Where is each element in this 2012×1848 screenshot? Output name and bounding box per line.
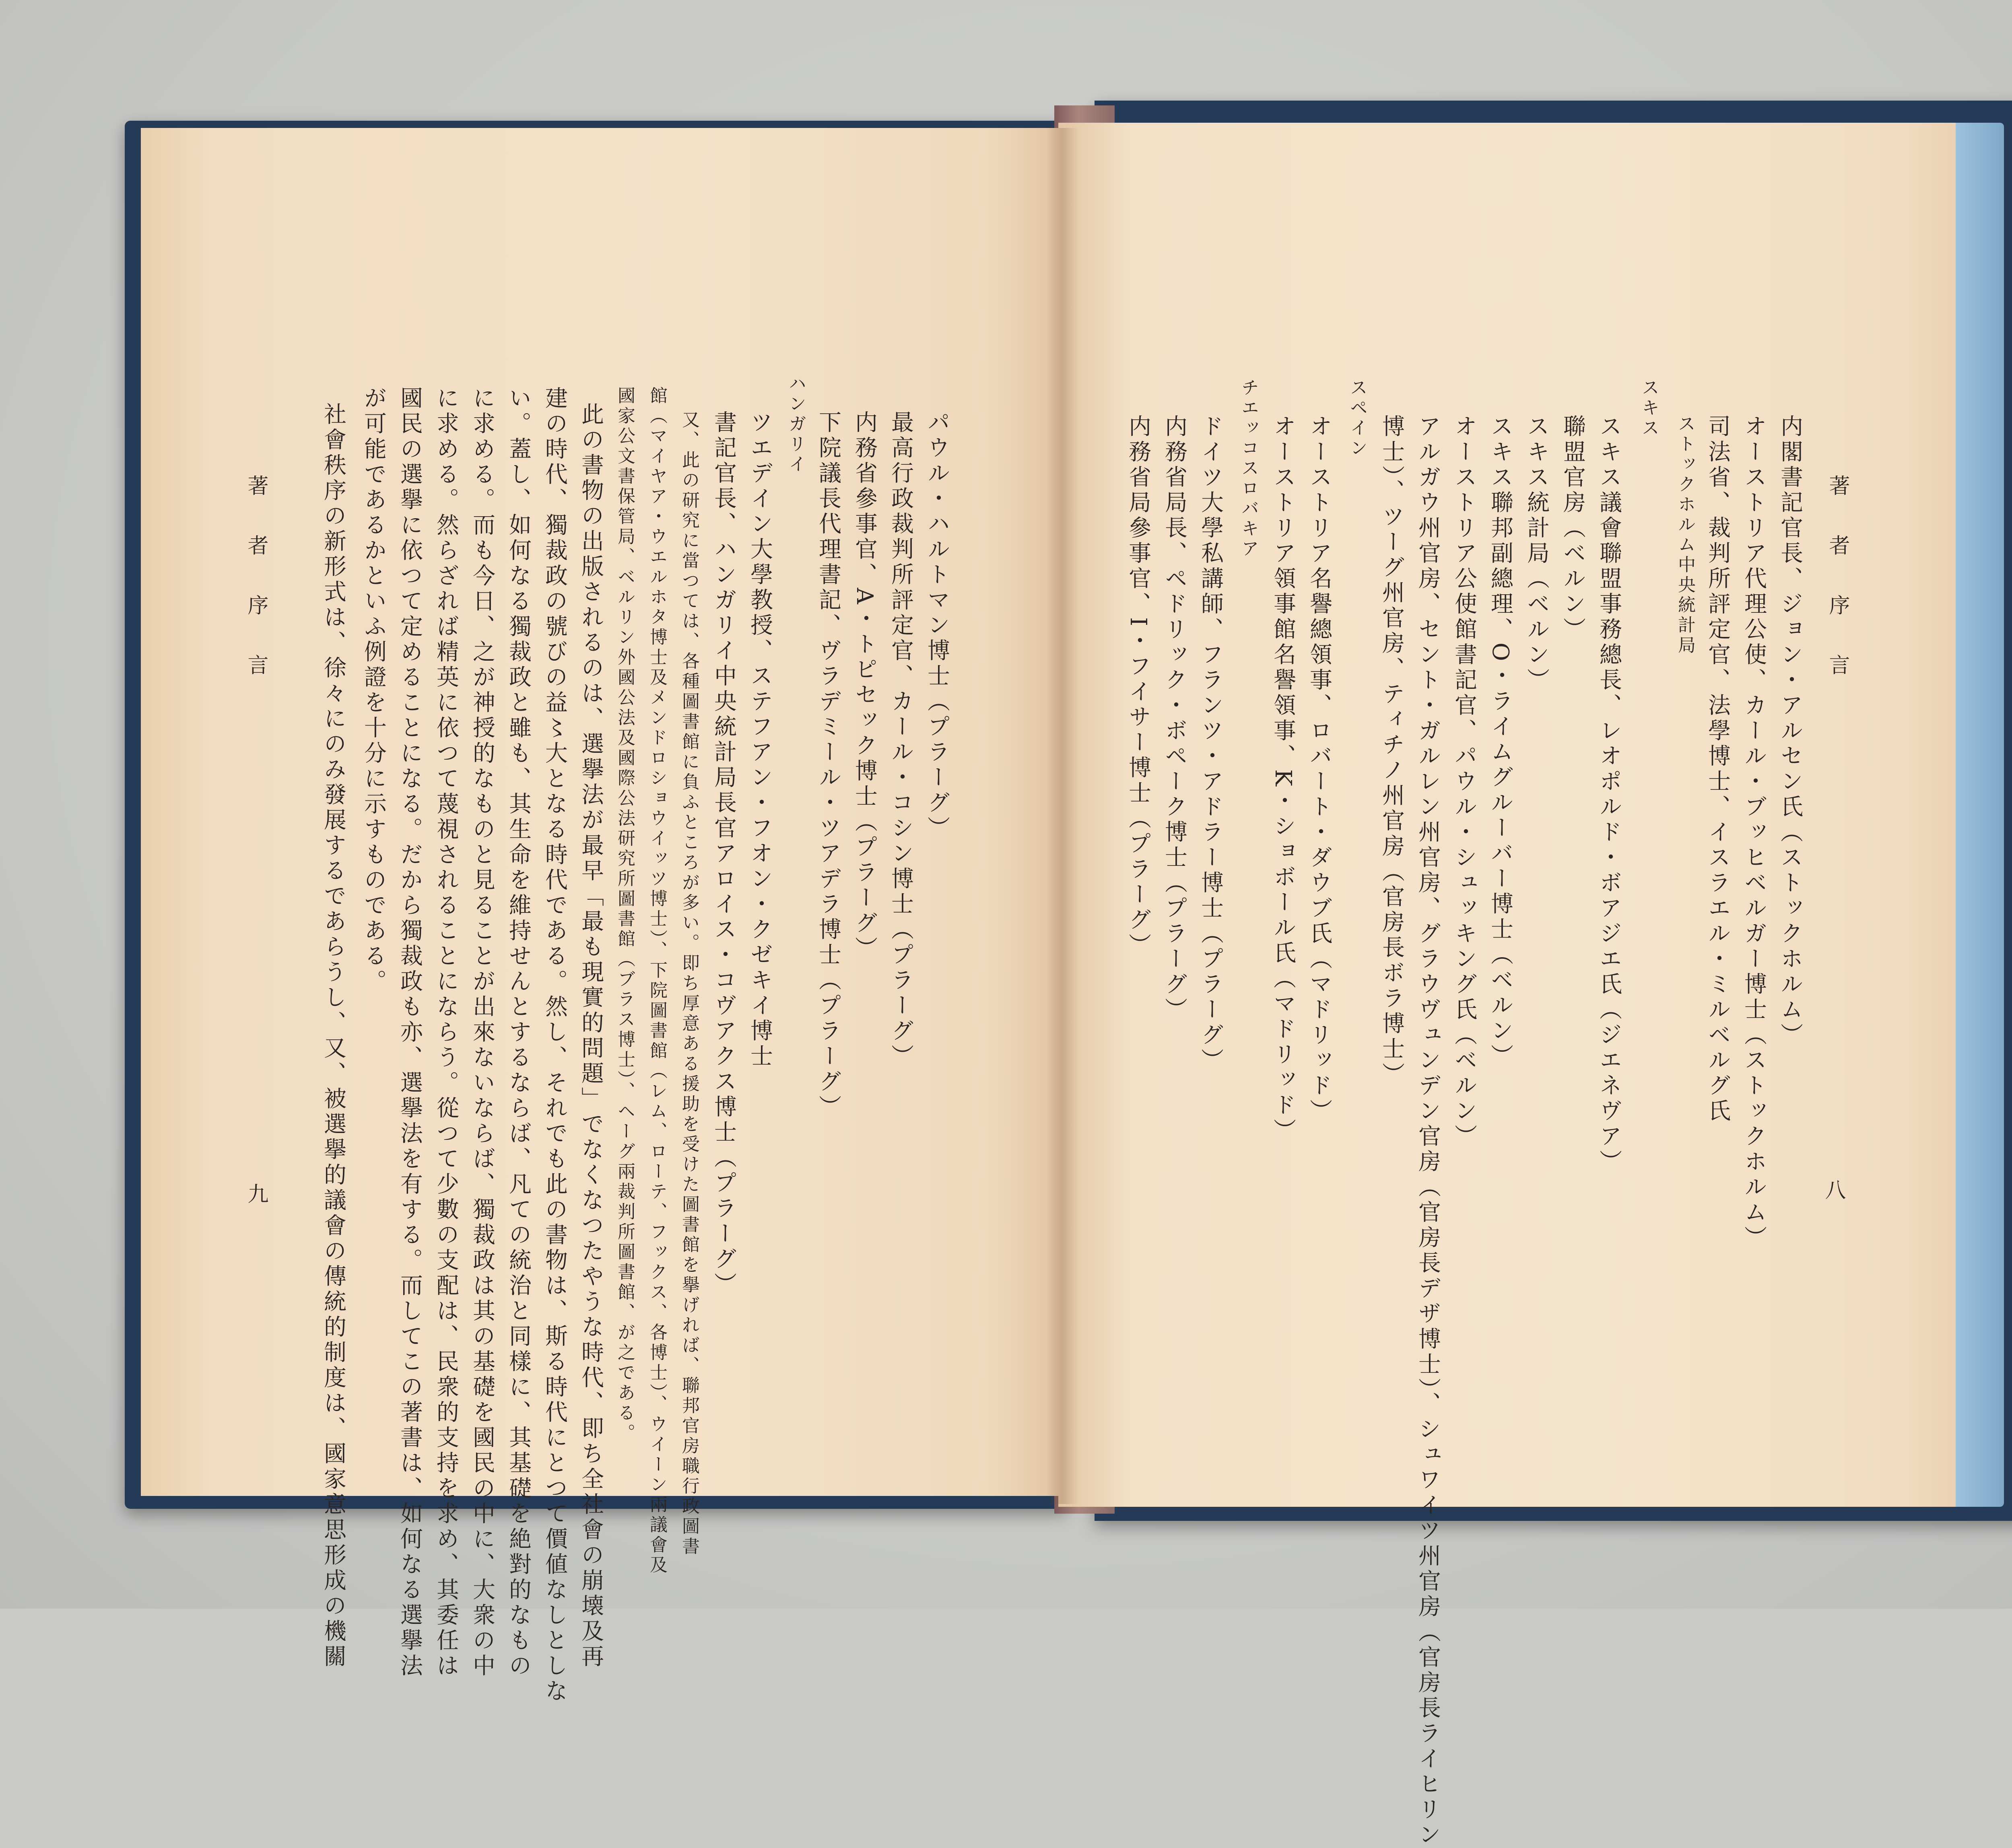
left-line-16: 國民の選擧に依つて定めることになる。だから獨裁政も亦、選擧法を有する。而してこの著書は、如何なる選擧法 (397, 386, 423, 1679)
right-line-15: オーストリア領事館名譽領事、K・ショボール氏（マドリッド） (1270, 414, 1296, 1144)
left-line-7: 書記官長、ハンガリイ中央統計局長官アロイス・コヴアクス博士（プラーグ） (711, 410, 737, 1298)
left-line-11: 此の書物の出版されるのは、選擧法が最早「最も現實的問題」でなくなつたやうな時代、即ち全社會の崩壊及再 (578, 402, 604, 1670)
left-line-9: 館（マイヤア・ウエルホタ博士及メンドロショウイッツ博士）、下院圖書館（レム、ローテ、フックス、各博士）、ウイーン兩議會及 (647, 386, 667, 1576)
right-line-9: スキス聯邦副總理、O・ライムグルーバー博士（ベルン） (1487, 414, 1513, 1069)
right-line-18: 内務省局長、ペドリック・ボペーク博士（プラーグ） (1161, 414, 1187, 1023)
right-heading-switzerland: スキス (1639, 378, 1659, 439)
right-line-11: アルガウ州官房、セント・ガルレン州官房、グラウヴュンデン官房（官房長デザ博士）、シュワイツ州官房（官房長ライヒリン (1415, 414, 1441, 1848)
left-line-13: い。蓋し、如何なる獨裁政と雖も、其生命を維持せんとするならば、凡ての統治と同樣に、其基礎を絶對的なもの (505, 386, 532, 1679)
right-line-12: 博士）、ツーグ州官房、ティチノ州官房（官房長ボラ博士） (1379, 414, 1405, 1088)
right-line-7: 聯盟官房（ベルン） (1560, 414, 1586, 643)
right-line-2: オーストリア代理公使、カール・ブッヒベルガー博士（ストックホルム） (1741, 414, 1767, 1251)
right-line-19: 内務省局參事官、I・フイサー博士（プラーグ） (1125, 414, 1151, 959)
right-line-4: ストックホルム中央統計局 (1675, 414, 1695, 656)
page-gutter (1046, 128, 1078, 1504)
left-page-footer: 著 者 序 言 (244, 475, 268, 691)
left-line-4: 下院議長代理書記、ヴラデミール・ツアデラ博士（プラーグ） (815, 410, 841, 1120)
left-line-3: 内務省參事官、A・トピセック博士（プラーグ） (851, 410, 878, 962)
right-heading-spain: スペイン (1347, 378, 1367, 459)
left-line-10: 國家公文書保管局、ベルリン外國公法及國際公法研究所圖書館（ブラス博士）、ヘーグ兩裁判所圖書館、が之である。 (614, 386, 635, 1444)
left-line-2: 最高行政裁判所評定官、カール・コシン博士（プラーグ） (888, 410, 914, 1069)
right-line-1: 内閣書記官長、ジョン・アルセン氏（ストックホルム） (1777, 414, 1803, 1048)
left-line-17: が可能であるかといふ例證を十分に示すものである。 (361, 386, 387, 995)
right-line-6: スキス議會聯盟事務總長、レオポルド・ボアジエ氏（ジエネヴア） (1596, 414, 1622, 1175)
left-line-8: 又、此の研究に當つては、各種圖書館に負ふところが多い。即ち厚意ある援助を受けた圖書館を擧げれば、聯邦官房職行政圖書 (679, 410, 699, 1557)
right-page-number: 八 (1821, 1179, 1845, 1200)
left-page-number: 九 (244, 1183, 268, 1204)
right-line-17: ドイツ大學私講師、フランツ・アドラー博士（プラーグ） (1198, 414, 1224, 1073)
right-line-8: スキス統計局（ベルン） (1523, 414, 1550, 693)
right-line-10: オーストリア公使館書記官、パウル・シュッキング氏（ベルン） (1451, 414, 1477, 1150)
left-line-14: に求める。而も今日、之が神授的なものと見ることが出來ないならば、獨裁政は其の基礎を國民の中に、大衆の中 (469, 386, 495, 1679)
left-line-6: ツエデイン大學教授、ステフアン・フオン・クゼキイ博士 (747, 410, 773, 1069)
left-line-18: 社會秩序の新形式は、徐々にのみ發展するであらうし、又、被選擧的議會の傳統的制度は、國家意思形成の機關 (320, 402, 346, 1670)
right-line-14: オーストリア名譽總領事、ロバート・ダウブ氏（マドリッド） (1306, 414, 1332, 1124)
left-line-1: パウル・ハルトマン博士（プラーグ） (924, 410, 950, 841)
left-heading-hungary: ハンガリイ (785, 374, 806, 475)
right-line-3: 司法省、裁判所評定官、法學博士、イスラエル・ミルベルグ氏 (1705, 414, 1731, 1124)
left-line-12: 建の時代、獨裁政の號びの益〻大となる時代である。然し、それでも此の書物は、斯る時代にとつて價値なしとしな (542, 386, 568, 1704)
right-page-header: 著 者 序 言 (1825, 475, 1849, 691)
right-heading-czechoslovakia: チエッコスロバキア (1238, 378, 1259, 559)
left-line-15: に求める。然らざれば精英に依つて蔑視されることにならう。從つて少數の支配は、民衆的支持を求め、其委任は (433, 386, 459, 1679)
